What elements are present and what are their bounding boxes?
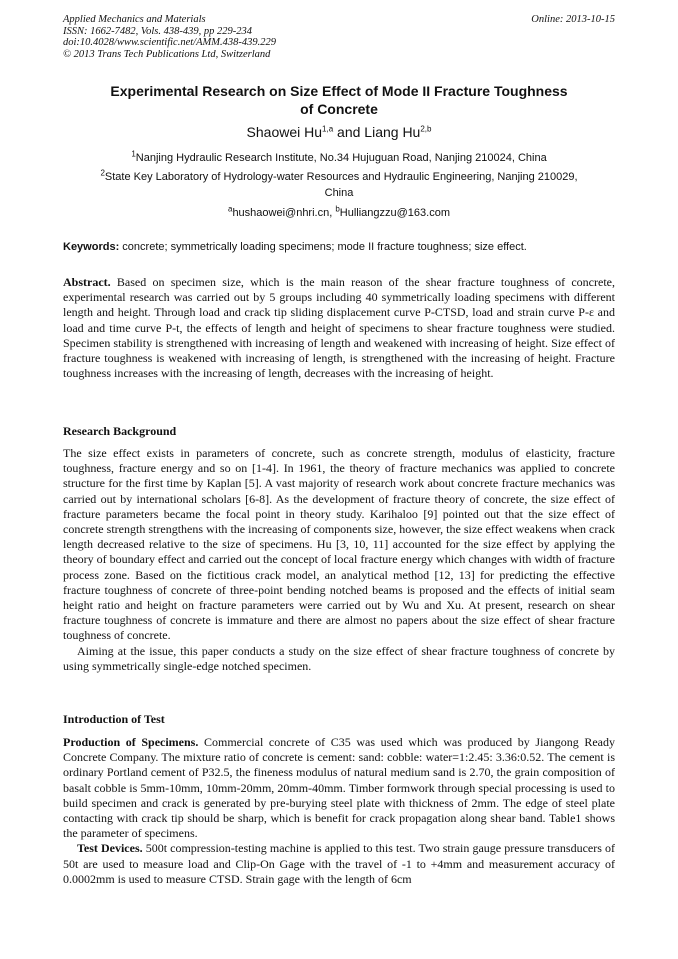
email-a-sup: a	[227, 204, 233, 214]
author-emails	[60, 205, 618, 221]
keywords	[63, 241, 623, 253]
author-2-sup: 2,b	[420, 124, 432, 134]
affiliation-2	[60, 169, 618, 201]
doi-line: doi:10.4028/www.scientific.net/AMM.438-439.229	[63, 37, 276, 48]
keywords-label: Keywords:	[63, 241, 120, 253]
introduction-of-test-body	[63, 735, 615, 887]
email-a: hushaowei@nhri.cn,	[232, 207, 336, 219]
author-2: Liang Hu	[364, 124, 421, 140]
author-conjunction: and	[333, 124, 365, 140]
author-1: Shaowei Hu	[246, 124, 323, 140]
test-devices-text: 500t compression-testing machine is applied to this test. Two strain gauge pressure transducers of 50t are used to measure load and Clip-On Gage with the travel of -1 to +4mm and measurement accuracy of 0.0002mm is used to measure CTSD. Strain gage with the length of 6cm	[63, 841, 616, 886]
issn-line: ISSN: 1662-7482, Vols. 438-439, pp 229-234	[63, 25, 252, 37]
affiliation-1	[60, 150, 618, 166]
author-list	[60, 124, 618, 140]
journal-header	[63, 14, 615, 60]
title-line-2: of Concrete	[300, 101, 378, 117]
affiliation-2-line-1: State Key Laboratory of Hydrology-water Resources and Hydraulic Engineering, Nanjing 210029,	[104, 171, 578, 183]
paper-title	[60, 82, 618, 118]
abstract-text: Based on specimen size, which is the main reason of the shear fracture toughness of concrete, experimental research was carried out by 5 groups including 40 symmetrically loading specimens with different length and height. Through load and crack tip sliding displacement curve P-CTSD, load and strain curve P-ε and load and time curve P-t, the effects of length and height of specimens to shear fracture toughness were studied. Specimen stability is strengthened with increasing of length and weakened with increasing of height. Size effect of fracture toughness is weakened with increasing of length, is strengthened with the increasing of height. Fracture toughness increases with the increasing of length, decreases with the increasing of height.	[63, 275, 615, 381]
online-date: Online: 2013-10-15	[531, 14, 615, 25]
abstract-label: Abstract.	[63, 275, 111, 289]
author-1-sup: 1,a	[322, 124, 334, 134]
affiliation-1-text: Nanjing Hydraulic Research Institute, No.34 Hujuguan Road, Nanjing 210024, China	[135, 152, 547, 164]
section-heading-research-background: Research Background	[63, 424, 177, 438]
abstract	[63, 275, 615, 381]
email-b-sup: b	[335, 204, 340, 214]
research-background-para-2: Aiming at the issue, this paper conducts a study on the size effect of shear fracture toughness of concrete by using symmetrically single-edge notched specimen.	[63, 643, 615, 673]
research-background-body	[63, 446, 615, 674]
email-b: Hulliangzzu@163.com	[339, 207, 451, 219]
test-devices-label: Test Devices.	[77, 841, 143, 856]
keywords-text: concrete; symmetrically loading specimens; mode II fracture toughness; size effect.	[119, 241, 527, 253]
affiliation-2-sup: 2	[100, 168, 105, 178]
affiliation-2-line-2: China	[324, 187, 354, 199]
copyright-line: © 2013 Trans Tech Publications Ltd, Switzerland	[63, 48, 271, 60]
production-of-specimens-label: Production of Specimens.	[63, 735, 199, 749]
affiliation-1-sup: 1	[131, 149, 136, 159]
title-line-1: Experimental Research on Size Effect of Mode II Fracture Toughness	[110, 83, 568, 99]
journal-name: Applied Mechanics and Materials	[63, 14, 206, 25]
research-background-para-1: The size effect exists in parameters of concrete, such as concrete strength, modulus of elasticity, fracture toughness, fracture energy and so on [1-4]. In 1961, the theory of fracture mechanics was applied to concrete structure for the first time by Kaplan [5]. A vast majority of research work about concrete fracture mechanics was carried out by international scholars [6-8]. As the development of fracture theory of concrete, the size effect of fracture parameters became the focal point in theory study. Karihaloo [9] pointed out that the size effect of concrete strength strengthens with the increasing of components size, however, the size effect weakens when crack length decreased relative to the size of specimens. Hu [3, 10, 11] accounted for the size effect by applying the theory of boundary effect and carried out the concept of local fracture energy which changes with width of fracture process zone. Based on the fictitious crack model, an analytical method [12, 13] for predicting the effective fracture toughness of concrete of three-point bending notched beams is proposed and the effects of initial seam height ratio and height on fracture parameters were carried out by Wu and Xu. At present, research on shear fracture toughness of concrete is immature and there are almost no papers about the size effect of shear fracture toughness of concrete.	[63, 446, 615, 643]
section-heading-introduction-of-test: Introduction of Test	[63, 712, 165, 726]
production-of-specimens-text: Commercial concrete of C35 was used which was produced by Jiangong Ready Concrete Company. The mixture ratio of concrete is cement: sand: cobble: water=1:2.45: 3.36:0.52. The cement is ordinary Portland cement of P32.5, the fineness modulus of natural medium sand is 2.70, the grain composition of basalt cobble is 5mm-10mm, 10mm-20mm, 20mm-40mm. Timber formwork through special processing is used to build specimen and crack is generated by pre-burying steel plate with thickness of 2mm. The edge of steel plate contacting with crack tip should be sharp, which is benefit for crack propagation along shear band. Table1 shows the parameter of specimens.	[63, 735, 615, 841]
